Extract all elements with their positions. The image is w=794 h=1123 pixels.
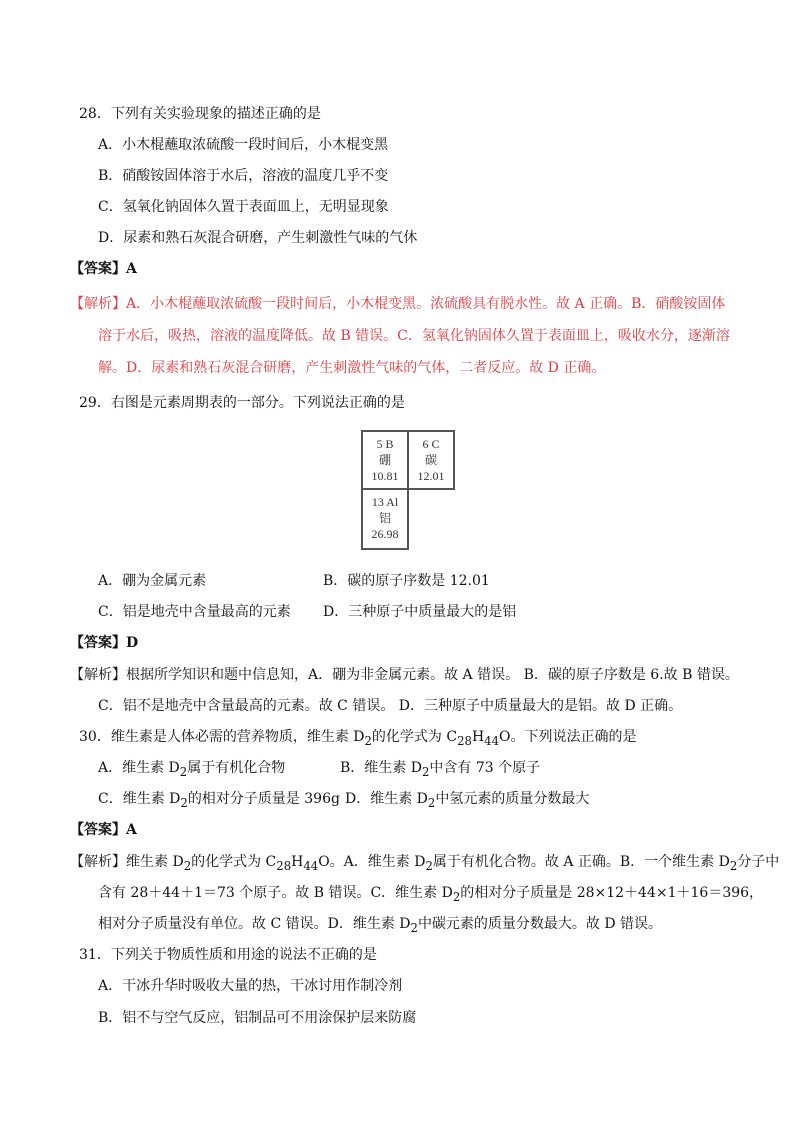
element-cell-carbon xyxy=(407,430,455,490)
question-30-option-d: D．维生素 $D_2$中氢元素的质量分数最大 xyxy=(345,791,590,810)
element-mass: 10.81 xyxy=(371,469,399,483)
question-28-answer: 【答案】A xyxy=(70,261,137,277)
element-number-symbol: 5 B xyxy=(376,437,394,451)
question-30-stem: 30．维生素是人体必需的营养物质，维生素 $D_2$的化学式为 $C_{28}H_{44}O$。下列说法正确的是 xyxy=(79,729,637,748)
question-30-analysis-line-1: 【解析】维生素 $D_2$的化学式为 $C_{28}H_{44}O$。A．维生素 $D_2$属于有机化合物。故 A 正确。B．一个维生素 $D_2$分子中 xyxy=(70,854,780,873)
question-29-analysis-line-1: 【解析】根据所学知识和题中信息知，A．硼为非金属元素。故 A 错误。 B．碳的原子序数是 6.故 B 错误。 xyxy=(70,667,739,683)
question-29-analysis-line-2: C．铝不是地壳中含量最高的元素。故 C 错误。 D．三种原子中质量最大的是铝。故 D 正确。 xyxy=(98,698,683,714)
question-31-option-b: B．铝不与空气反应，铝制品可不用涂保护层来防腐 xyxy=(98,1010,417,1026)
question-28-analysis-line-2: 溶于水后，吸热，溶液的温度降低。故 B 错误。C．氢氧化钠固体久置于表面皿上，吸收水分，逐渐溶 xyxy=(98,328,730,344)
question-30-option-a: A．维生素 $D_2$属于有机化合物 xyxy=(98,760,286,779)
element-cell-aluminum xyxy=(361,488,409,550)
element-name: 铝 xyxy=(378,511,391,525)
question-31-option-a: A．干冰升华时吸收大量的热，干冰讨用作制冷剂 xyxy=(98,978,403,994)
question-30-option-b: B．维生素 $D_2$中含有 73 个原子 xyxy=(340,760,541,779)
question-29-option-a: A．硼为金属元素 xyxy=(98,573,207,589)
question-31-stem: 31．下列关于物质性质和用途的说法不正确的是 xyxy=(79,947,377,963)
periodic-table-fragment xyxy=(361,430,454,550)
element-number-symbol: 6 C xyxy=(422,437,440,451)
question-29-option-b: B．碳的原子序数是 12.01 xyxy=(323,573,490,589)
question-29-stem: 29．右图是元素周期表的一部分。下列说法正确的是 xyxy=(79,395,405,411)
question-28-option-b: B．硝酸铵固体溶于水后，溶液的温度几乎不变 xyxy=(98,168,389,184)
element-cell-boron xyxy=(361,430,409,490)
question-28-option-d: D．尿素和熟石灰混合研磨，产生刺激性气味的气休 xyxy=(98,230,418,246)
question-30-analysis-line-2: 含有 28＋44＋1＝73 个原子。故 B 错误。C．维生素 $D_2$的相对分子质量是 28×12＋44×1＋16＝396， xyxy=(98,885,764,904)
element-name: 硼 xyxy=(378,453,391,467)
element-name: 碳 xyxy=(424,453,437,467)
question-28-stem: 28．下列有关实验现象的描述正确的是 xyxy=(79,106,321,122)
question-28-analysis-line-1: 【解析】A．小木棍蘸取浓硫酸一段时间后，小木棍变黑。浓硫酸具有脱水性。故 A 正确。B．硝酸铵固体 xyxy=(70,296,726,312)
element-mass: 26.98 xyxy=(371,527,399,541)
question-30-analysis-line-3: 相对分子质量没有单位。故 C 错误。D．维生素 $D_2$中碳元素的质量分数最大。故 D 错误。 xyxy=(98,916,663,935)
element-mass: 12.01 xyxy=(417,469,445,483)
question-29-answer: 【答案】D xyxy=(70,635,139,651)
element-number-symbol: 13 Al xyxy=(371,495,399,509)
question-28-option-c: C．氢氧化钠固体久置于表面皿上，无明显现象 xyxy=(98,199,389,215)
question-28-analysis-line-3: 解。D．尿素和熟石灰混合研磨，产生刺激性气味的气体，二者反应。故 D 正确。 xyxy=(98,360,606,376)
question-30-option-c: C．维生素 $D_2$的相对分子质量是 396g xyxy=(98,791,340,810)
question-30-answer: 【答案】A xyxy=(70,822,137,838)
question-29-option-d: D．三种原子中质量最大的是铝 xyxy=(323,604,517,620)
question-28-option-a: A．小木棍蘸取浓硫酸一段时间后，小木棍变黑 xyxy=(98,137,389,153)
question-29-option-c: C．铝是地壳中含量最高的元素 xyxy=(98,604,291,620)
